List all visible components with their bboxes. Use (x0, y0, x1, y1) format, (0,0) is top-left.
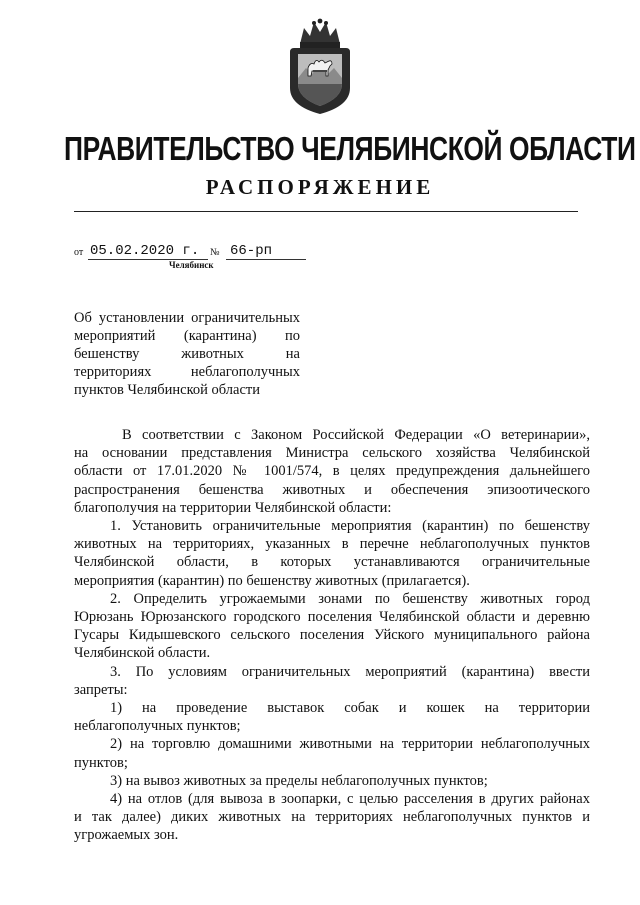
body-line: запреты: (74, 681, 128, 698)
subject-line: территориях неблагополучных (74, 364, 300, 380)
body-line: 1. Установить ограничительные мероприятия (карантин) по бешенству (110, 518, 590, 535)
body-line: В соответствии с Законом Российской Федерации «О ветеринарии», (122, 427, 590, 443)
body-line: мероприятия (карантин) по бешенству животных (прилагается). (74, 572, 470, 589)
body-line: на основании представления Министра сельского хозяйства Челябинской (74, 445, 590, 462)
document-subject (74, 309, 300, 399)
body-line: 4) на отлов (для вывоза в зоопарки, с целью расселения в других районах (110, 791, 590, 808)
date-label: от (74, 247, 84, 258)
document-type: РАСПОРЯЖЕНИЕ (205, 175, 435, 199)
subject-line: пунктов Челябинской области (74, 382, 261, 398)
header-divider (74, 211, 578, 212)
body-line: распространения бешенства животных и обеспечения эпизоотического (74, 481, 590, 498)
body-line: Гусары Кидышевского сельского поселения Уйского муниципального района (74, 627, 590, 644)
subject-line: бешенству животных на (74, 346, 300, 362)
body-line: и так далее) диких животных на территориях неблагополучных пунктов и (74, 809, 590, 826)
body-line: пунктов; (74, 754, 128, 771)
city: Челябинск (169, 260, 214, 270)
document-date: 05.02.2020 г. (88, 243, 208, 260)
body-line: области от 17.01.2020 № 1001/574, в целях предупреждения дальнейшего (74, 463, 590, 480)
subject-line: Об установлении ограничительных (74, 310, 300, 326)
body-line: 2) на торговлю домашними животными на территории неблагополучных (110, 736, 590, 753)
document-body (74, 426, 590, 845)
coat-of-arms-emblem (286, 18, 354, 116)
body-line: животных на территориях, указанных в перечне неблагополучных пунктов (74, 536, 590, 553)
number-label: № (210, 247, 220, 258)
body-line: 1) на проведение выставок собак и кошек на территории (110, 700, 590, 717)
body-line: Юрюзань Юрюзанского городского поселения Челябинской области и деревню (74, 609, 590, 626)
body-line: Челябинской области. (74, 645, 211, 662)
document-number: 66-рп (226, 243, 306, 260)
body-line: благополучия на территории Челябинской области: (74, 499, 392, 516)
government-title: ПРАВИТЕЛЬСТВО ЧЕЛЯБИНСКОЙ ОБЛАСТИ (64, 130, 636, 167)
body-line: 3) на вывоз животных за пределы неблагополучных пунктов; (110, 772, 488, 789)
body-line: Челябинской области, в которых устанавливаются ограничительные (74, 554, 590, 571)
body-line: угрожаемых зон. (74, 827, 179, 844)
body-line: 3. По условиям ограничительных мероприятий (карантина) ввести (110, 663, 590, 680)
body-line: 2. Определить угрожаемыми зонами по бешенству животных город (110, 590, 590, 607)
subject-line: мероприятий (карантина) по (74, 328, 300, 344)
body-line: неблагополучных пунктов; (74, 718, 241, 735)
